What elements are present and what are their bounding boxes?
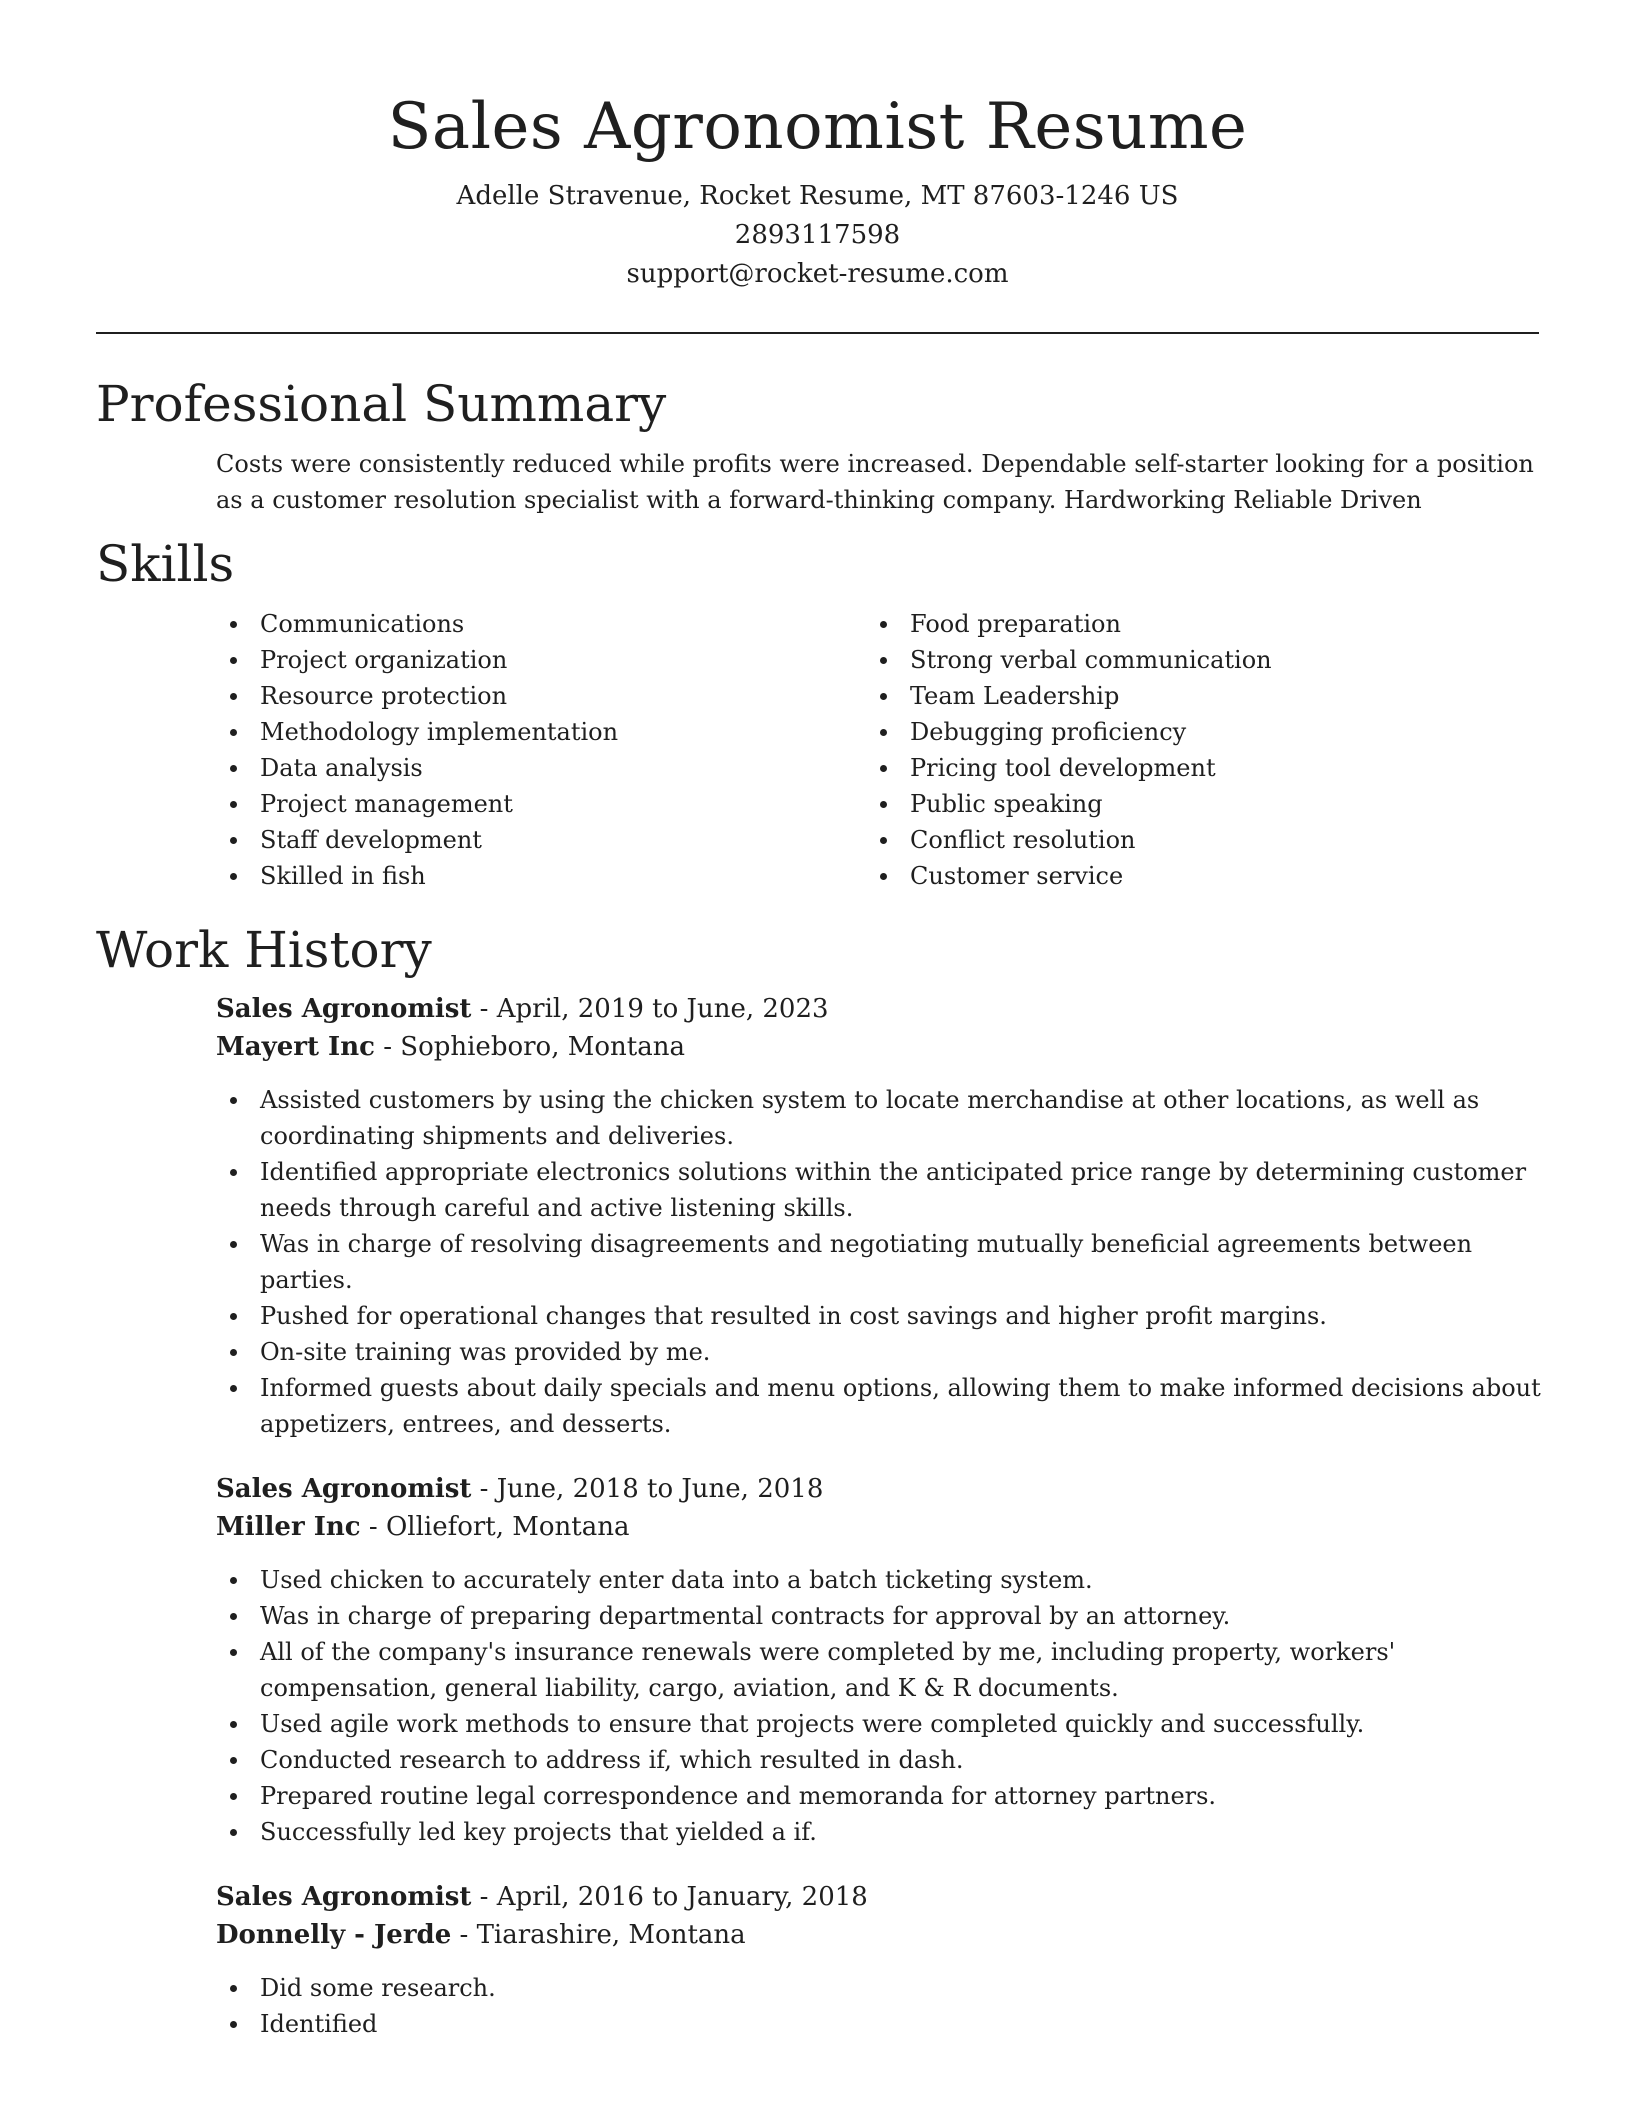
skill-item: Data analysis (216, 750, 866, 786)
job-dates: April, 2019 to June, 2023 (496, 994, 829, 1024)
duty-item: Assisted customers by using the chicken system to locate merchandise at other locations, as well as coordinating shipments and deliveries. (216, 1082, 1546, 1154)
job-entry (216, 1470, 1546, 1850)
skill-item: Methodology implementation (216, 714, 866, 750)
duty-item: All of the company's insurance renewals were completed by me, including property, workers' compensation, general liability, cargo, aviation, and K & R documents. (216, 1634, 1546, 1706)
duty-item: Was in charge of resolving disagreements and negotiating mutually beneficial agreements between parties. (216, 1226, 1546, 1298)
skill-item: Skilled in fish (216, 858, 866, 894)
duty-item: Identified (216, 2006, 1546, 2042)
duty-item: Prepared routine legal correspondence and memoranda for attorney partners. (216, 1778, 1546, 1814)
resume-title: Sales Agronomist Resume (387, 90, 1248, 164)
job-duties (216, 1082, 1546, 1442)
job-title-line: Sales Agronomist - April, 2016 to January, 2018 (216, 1882, 868, 1912)
job-company: Mayert Inc (216, 1032, 375, 1062)
skill-item: Resource protection (216, 678, 866, 714)
skill-item: Strong verbal communication (866, 642, 1516, 678)
resume-page (96, 0, 1539, 2042)
job-duties (216, 1562, 1546, 1850)
skill-item: Communications (216, 606, 866, 642)
job-location: Olliefort, Montana (385, 1512, 630, 1542)
job-dates: June, 2018 to June, 2018 (496, 1474, 824, 1504)
job-entry (216, 1878, 1546, 2042)
skill-item: Debugging proficiency (866, 714, 1516, 750)
skills-list (216, 606, 1539, 894)
email-text: support@rocket-resume.com (626, 259, 1009, 289)
summary-heading: Professional Summary (96, 375, 667, 433)
contact-info (96, 177, 1539, 294)
duty-item: Informed guests about daily specials and menu options, allowing them to make informed decisions about appetizers, entrees, and desserts. (216, 1370, 1546, 1442)
job-title-line: Sales Agronomist - June, 2018 to June, 2018 (216, 1474, 824, 1504)
duty-item: Successfully led key projects that yielded a if. (216, 1814, 1546, 1850)
job-dates: April, 2016 to January, 2018 (496, 1882, 868, 1912)
skill-item: Project organization (216, 642, 866, 678)
job-title: Sales Agronomist (216, 994, 472, 1024)
work-history-heading: Work History (96, 921, 432, 979)
address-text: Adelle Stravenue, Rocket Resume, MT 87603-1246 US (456, 181, 1179, 211)
duty-item: Pushed for operational changes that resulted in cost savings and higher profit margins. (216, 1298, 1546, 1334)
job-location: Tiarashire, Montana (476, 1920, 746, 1950)
job-title-line: Sales Agronomist - April, 2019 to June, 2023 (216, 994, 829, 1024)
job-company-line: Donnelly - Jerde - Tiarashire, Montana (216, 1920, 746, 1950)
skills-column-left (216, 606, 866, 894)
duty-item: Conducted research to address if, which resulted in dash. (216, 1742, 1546, 1778)
skill-item: Conflict resolution (866, 822, 1516, 858)
skill-item: Public speaking (866, 786, 1516, 822)
summary-text: Costs were consistently reduced while profits were increased. Dependable self-starter looking for a position as a customer resolution specialist with a forward-thinking company. Hardworking Reliable Driven (216, 450, 1534, 514)
skills-column-right (866, 606, 1516, 894)
skill-item: Team Leadership (866, 678, 1516, 714)
job-title: Sales Agronomist (216, 1882, 472, 1912)
job-entry (216, 990, 1546, 1442)
skills-heading: Skills (96, 535, 235, 593)
skill-item: Customer service (866, 858, 1516, 894)
header-divider (96, 332, 1539, 334)
job-company: Donnelly - Jerde (216, 1920, 452, 1950)
phone-text: 2893117598 (734, 220, 901, 250)
job-duties (216, 1970, 1546, 2042)
skill-item: Staff development (216, 822, 866, 858)
duty-item: Was in charge of preparing departmental contracts for approval by an attorney. (216, 1598, 1546, 1634)
job-title: Sales Agronomist (216, 1474, 472, 1504)
job-company-line: Miller Inc - Olliefort, Montana (216, 1512, 630, 1542)
duty-item: Did some research. (216, 1970, 1546, 2006)
duty-item: Used agile work methods to ensure that projects were completed quickly and successfully. (216, 1706, 1546, 1742)
job-company-line: Mayert Inc - Sophieboro, Montana (216, 1032, 685, 1062)
skill-item: Food preparation (866, 606, 1516, 642)
skill-item: Pricing tool development (866, 750, 1516, 786)
duty-item: Identified appropriate electronics solutions within the anticipated price range by determining customer needs through careful and active listening skills. (216, 1154, 1546, 1226)
duty-item: On-site training was provided by me. (216, 1334, 1546, 1370)
duty-item: Used chicken to accurately enter data into a batch ticketing system. (216, 1562, 1546, 1598)
job-location: Sophieboro, Montana (400, 1032, 685, 1062)
job-company: Miller Inc (216, 1512, 361, 1542)
skill-item: Project management (216, 786, 866, 822)
